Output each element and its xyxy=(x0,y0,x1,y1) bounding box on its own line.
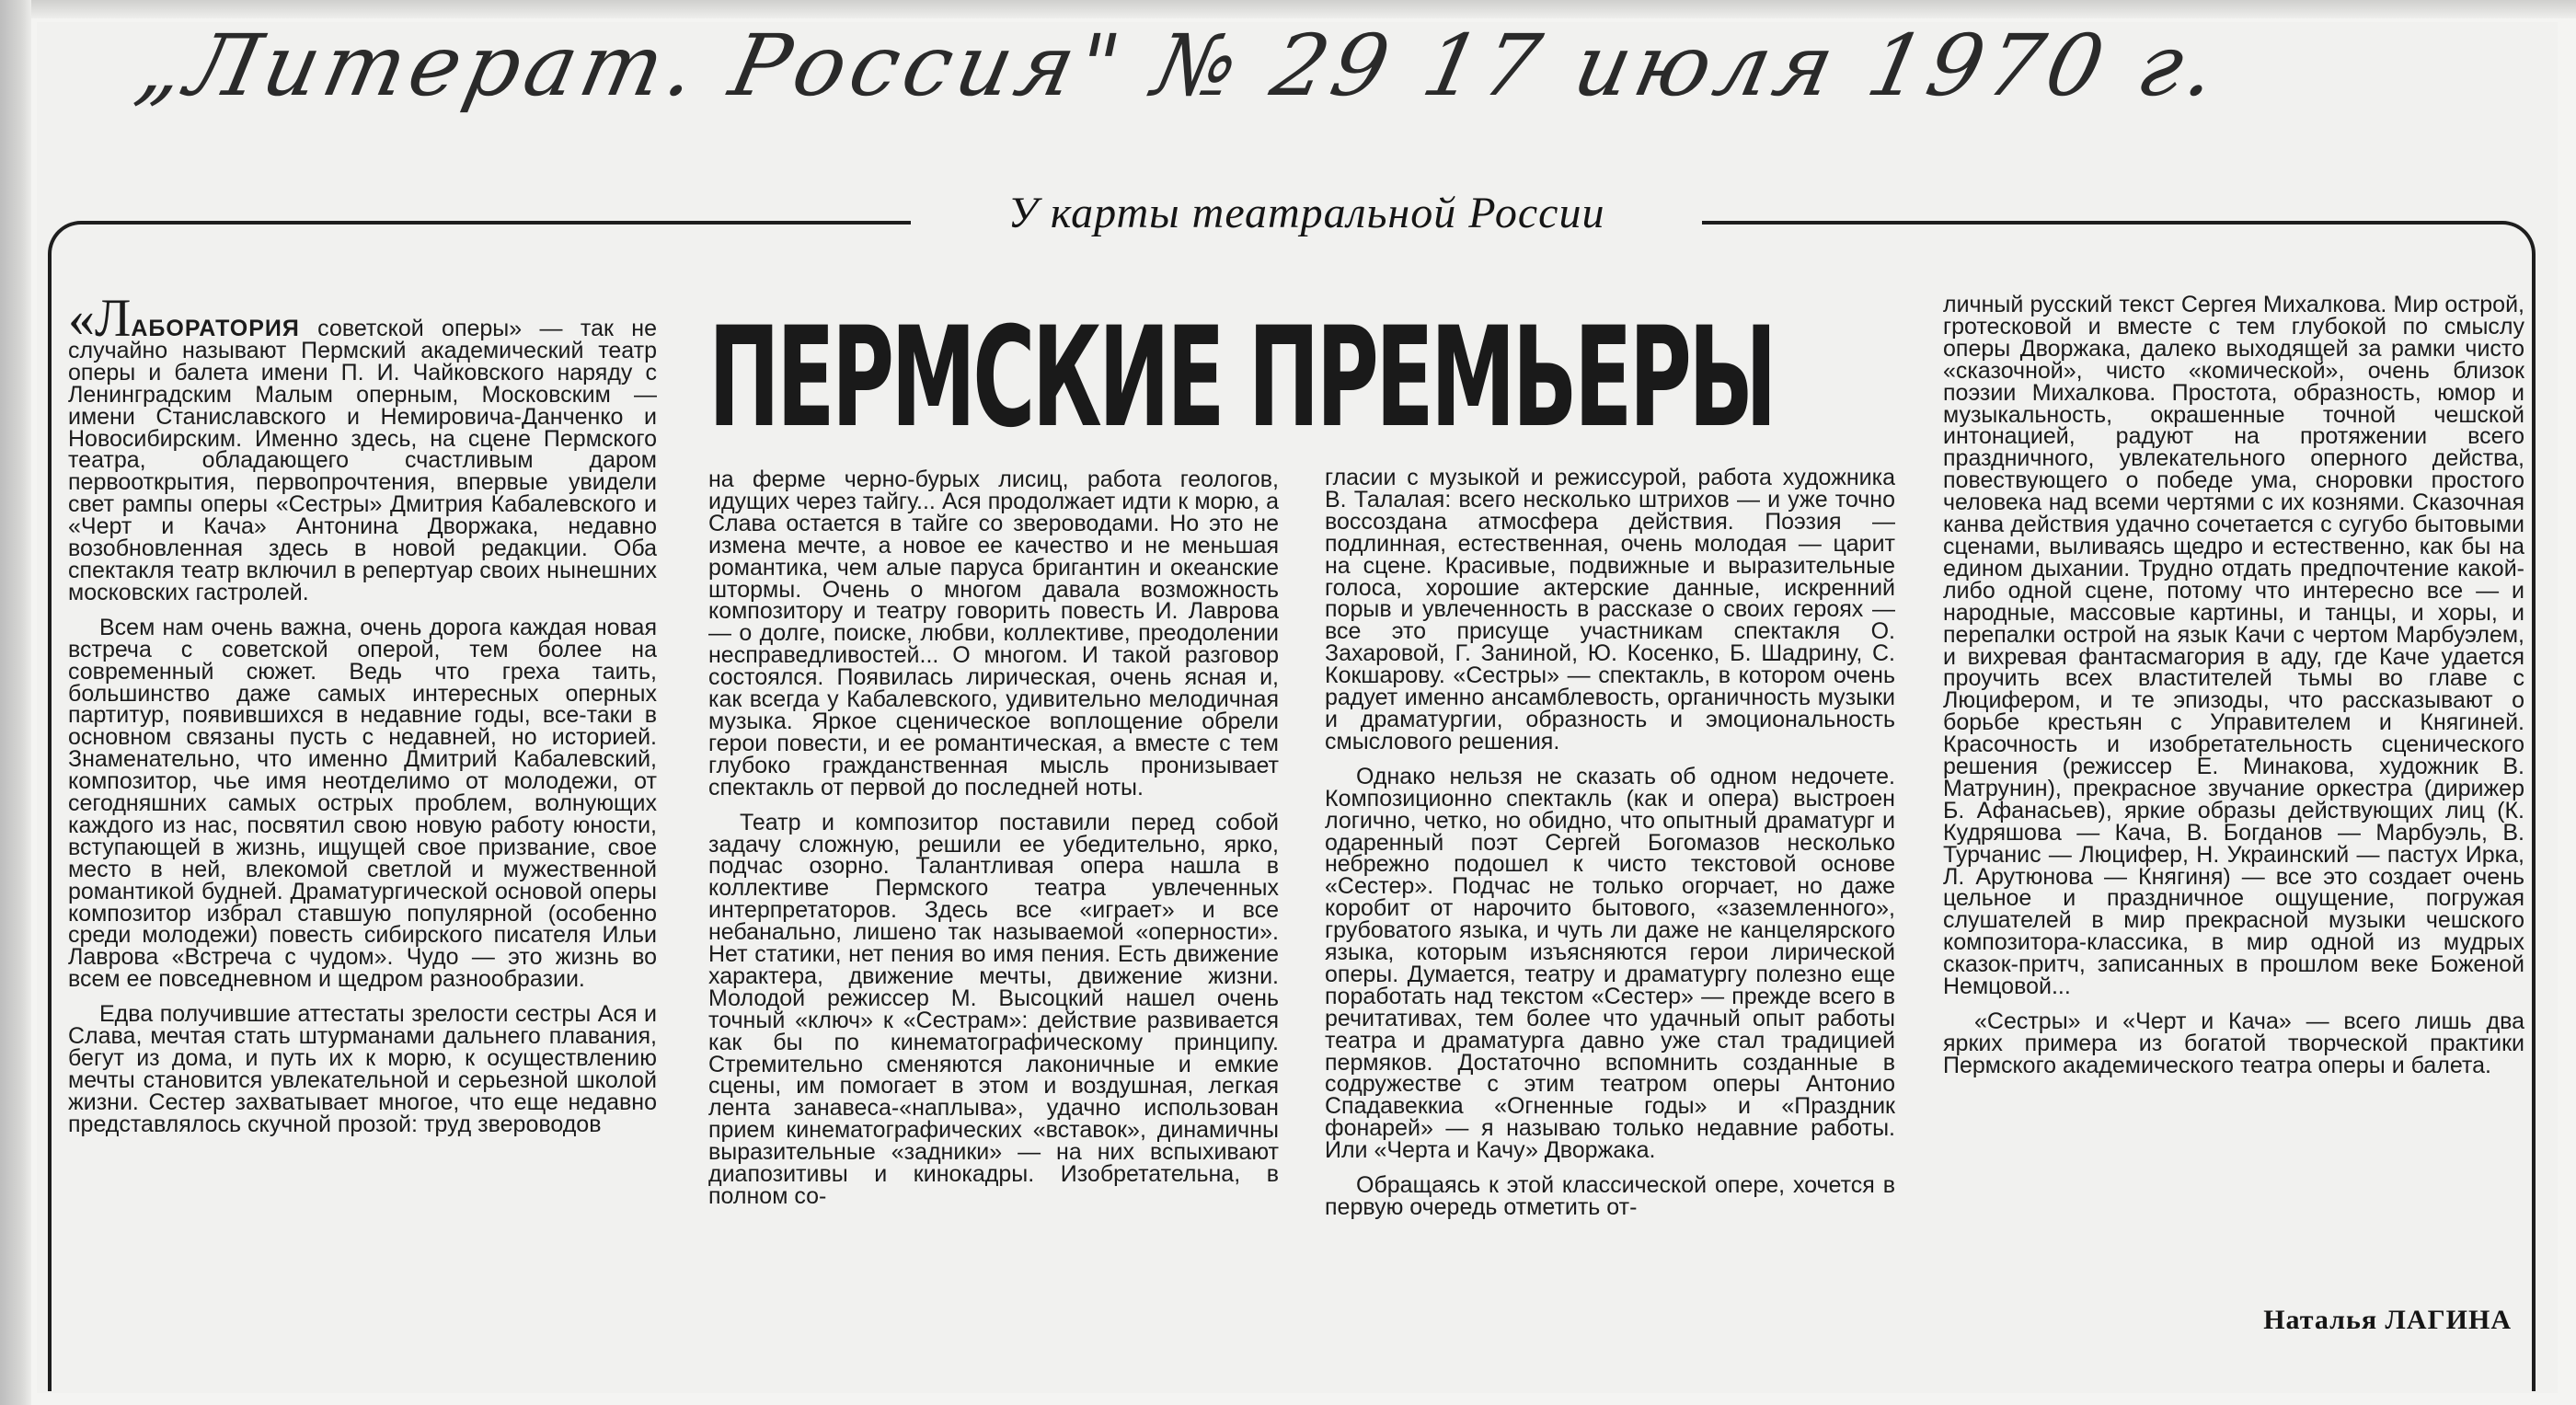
article-column-1 xyxy=(68,300,657,1358)
drop-cap: «Л xyxy=(68,300,132,348)
scan-edge-top xyxy=(0,0,2576,18)
paragraph: на ферме черно-бурых лисиц, работа геологов, идущих через тайгу... Ася продолжает идти к морю, а Слава остается в тайге со звероводами. Но это не измена мечте, а новое ее качество и не меньшая романтика, чем алые паруса бригантин и океанские штормы. Очень о многом давала возможность композитору и театру говорить повесть И. Лаврова — о долге, поиске, любви, коллективе, преодолении несправедливостей... О многом. И такой разговор состоялся. Появилась лирическая, очень ясная и, как всегда у Кабалевского, удивительно мелодичная музыка. Яркое сценическое воплощение обрели герои повести, и ее романтическая, а вместе с тем глубоко гражданственная мысль пронизывает спектакль от первой до последней ноты. xyxy=(708,469,1279,800)
article-column-3 xyxy=(1325,467,1895,1357)
paragraph: гласии с музыкой и режиссурой, работа художника В. Талалая: всего несколько штрихов — и уже точно воссоздана атмосфера действия. Поэзия — подлинная, естественная, очень молодая — царит на сцене. Красивые, подвижные и выразительные голоса, хорошие актерские данные, искренний порыв и увлеченность в рассказе о своих героях — все это присуще участникам спектакля О. Захаровой, Г. Заниной, Ю. Косенко, Б. Шадрину, С. Кокшарову. «Сестры» — спектакль, в котором очень радует именно ансамблевость, органичность музыки и драматургии, образность и эмоциональность смыслового решения. xyxy=(1325,467,1895,754)
paragraph xyxy=(68,300,657,605)
paragraph: Обращаясь к этой классической опере, хочется в первую очередь отметить от- xyxy=(1325,1172,1895,1220)
paragraph-text: советской оперы» — так не случайно называют Пермский академический театр оперы и балета имени П. И. Чайковского наряду с Ленинградским Малым оперным, Московским — имени Станиславского и Немировича-Данченко и Новосибирским. Именно здесь, на сцене Пермского театра, обладающего счастливым даром первооткрытия, первопрочтения, впервые увидели свет рампы оперы «Сестры» Дмитрия Кабалевского и «Черт и Кача» Антонина Дворжака, недавно возобновленная здесь в новой редакции. Оба спектакля театр включил в репертуар своих нынешних московских гастролей. xyxy=(68,316,657,605)
author-signature: Наталья ЛАГИНА xyxy=(2263,1305,2512,1335)
paragraph: «Сестры» и «Черт и Кача» — всего лишь два ярких примера из богатой творческой практики Пермского академического театра оперы и балета. xyxy=(1943,1008,2524,1078)
handwritten-note: „Литерат. Россия" № 29 17 июля 1970 г. xyxy=(129,17,2231,115)
paragraph: Однако нельзя не сказать об одном недочете. Композиционно спектакль (как и опера) выстроен логично, четко, но обидно, что опытный драматург и одаренный поэт Сергей Богомазов несколько небрежно подошел к чисто текстовой основе «Сестер». Подчас не только огорчает, но даже коробит от нарочито бытового, «заземленного», грубоватого языка, и чуть ли даже не канцелярского языка, которым изъясняются герои лирической оперы. Думается, театру и драматургу полезно еще поработать над текстом «Сестер» — прежде всего в речитативах, тем более что удачный опыт работы театра и драматурга давно уже стал традицией пермяков. Достаточно вспомнить созданные в содружестве с этим театром оперы Антонио Спадавеккиа «Огненные годы» и «Праздник фонарей» — я называю только недавние работы. Или «Черта и Качу» Дворжака. xyxy=(1325,763,1895,1164)
paragraph: Едва получившие аттестаты зрелости сестры Ася и Слава, мечтая стать штурманами дальнего плавания, бегут из дома, и путь их к морю, к осуществлению мечты становится увлекательной и серьезной школой жизни. Сестер захватывает многое, что еще недавно представлялось скучной прозой: труд звероводов xyxy=(68,1001,657,1137)
paragraph: Театр и композитор поставили перед собой задачу сложную, решили ее убедительно, ярко, подчас озорно. Талантливая опера нашла в коллективе Пермского театра увлеченных интерпретаторов. Здесь все «играет» и все небанально, лишено так называемой «оперности». Нет статики, нет пения во имя пения. Есть движение характера, движение мечты, движение жизни. Молодой режиссер М. Высоцкий нашел очень точный «ключ» к «Сестрам»: действие развивается как бы по кинематографическому принципу. Стремительно сменяются лаконичные и емкие сцены, им помогает в этом и воздушная, легкая лента занавеса-«наплыва», удачно использован прием кинематографических «вставок», динамичны выразительные «задники» — на них вспыхивают диапозитивы и кинокадры. Изобретательна, в полном со- xyxy=(708,809,1279,1209)
lead-caps: АБОРАТОРИЯ xyxy=(131,316,300,341)
scan-edge-left xyxy=(0,0,31,1405)
paragraph: личный русский текст Сергея Михалкова. Мир острой, гротесковой и вместе с тем глубокой по смыслу оперы Дворжака, далеко выходящей за рамки чисто «сказочной», чисто «комической», очень близок поэзии Михалкова. Простота, образность, юмор и музыкальность, окрашенные точной чешской интонацией, радуют на протяжении всего праздничного, увлекательного оперного действа, повествующего о победе ума, сноровки простого человека над всеми чертями с их кознями. Сказочная канва действия удачно сочетается с сугубо бытовыми сценами, выливаясь щедро и естественно, как бы на едином дыхании. Трудно отдать предпочтение какой-либо одной сцене, потому что интересно все — и народные, массовые картины, и танцы, и хоры, и перепалки острой на язык Качи с чертом Марбуэлем, и вихревая фантасмагория в аду, где Каче удается проучить всех властителей тьмы во главе с Люцифером, и те эпизоды, что рассказывают о борьбе крестьян с Управителем и Княгиней. Красочность и изобретательность сценического решения (режиссер Е. Минакова, художник В. Матрунин), прекрасное звучание оркестра (дирижер Б. Афанасьев), яркие образы действующих лиц (К. Кудряшова — Кача, В. Богданов — Марбуэль, В. Турчанис — Люцифер, Н. Украинский — пастух Ирка, Л. Арутюнова — Княгиня) — все это создает очень цельное и праздничное ощущение, погружая слушателей в мир прекрасной музыки чешского композитора-классика, в мир одной из мудрых сказок-притч, записанных в прошлом веке Боженой Немцовой... xyxy=(1943,294,2524,1000)
article-column-2 xyxy=(708,469,1279,1357)
headline: ПЕРМСКИЕ ПРЕМЬЕРЫ xyxy=(708,298,1774,458)
rubric: У карты театральной России xyxy=(911,188,1702,252)
article-column-4 xyxy=(1943,294,2524,1334)
paragraph: Всем нам очень важна, очень дорога каждая новая встреча с советской оперой, тем более на современный сюжет. Ведь что греха таить, большинство даже самых интересных оперных партитур, появившихся в недавние годы, все-таки в основном связаны пусть с недавней, но историей. Знаменательно, что именно Дмитрий Кабалевский, композитор, чье имя неотделимо от молодежи, от сегодняшних самых острых проблем, волнующих каждого из нас, посвятил свою новую работу юности, вступающей в жизнь, ищущей свое призвание, свое место в ней, влекомой светлой и мужественной романтикой будней. Драматургической основой оперы композитор избрал ставшую популярной (особенно среди молодежи) повесть сибирского писателя Ильи Лаврова «Встреча с чудом». Чудо — это жизнь во всем ее повседневном и щедром разнообразии. xyxy=(68,614,657,993)
